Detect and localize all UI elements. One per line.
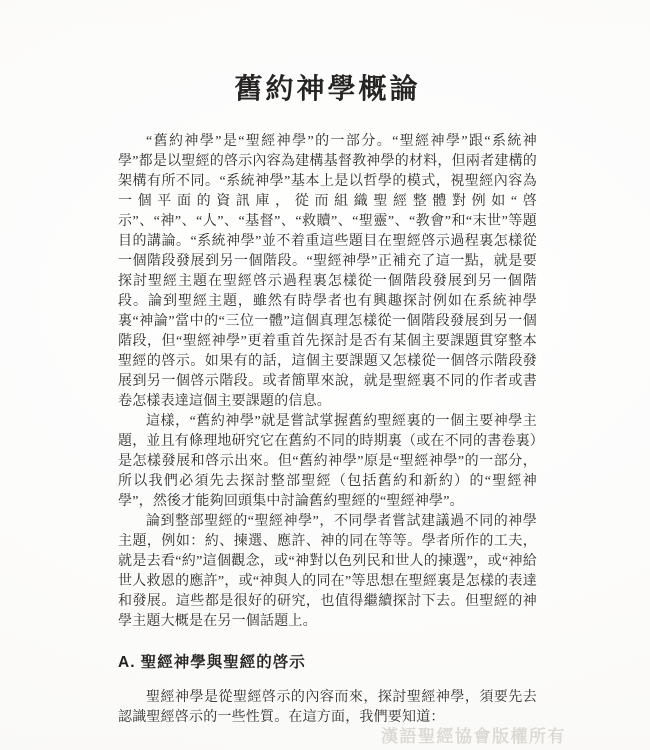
page-content	[118, 70, 537, 728]
page-title: 舊約神學概論	[234, 73, 421, 104]
copyright-watermark: 漢語聖經協會版權所有	[381, 727, 566, 746]
paragraph-1: “舊約神學”是“聖經神學”的一部分。“聖經神學”跟“系統神學”都是以聖經的啓示內容為建構基督教神學的材料，但兩者建構的架構有所不同。“系統神學”基本上是以哲學的模式，視聖經內容為一個平面的資訊庫，從而組織聖經整體對例如“啓示”、“神”、“人”、“基督”、“救贖”、“聖靈”、“教會”和“末世”等題目的講論。“系統神學”並不着重這些題目在聖經啓示過程裏怎樣從一個階段發展到另一個階段。“聖經神學”正補充了這一點，就是要探討聖經主題在聖經啓示過程裏怎樣從一個階段發展到另一個階段。論到聖經主題，雖然有時學者也有興趣探討例如在系統神學裏“神論”當中的“三位一體”這個真理怎樣從一個階段發展到另一個階段，但“聖經神學”更着重首先探討是否有某個主要課題貫穿整本聖經的啓示。如果有的話，這個主要課題又怎樣從一個啓示階段發展到另一個啓示階段。或者簡單來說，就是聖經裏不同的作者或書卷怎樣表達這個主要課題的信息。	[118, 134, 537, 409]
paragraph-3: 論到整部聖經的“聖經神學”，不同學者嘗試建議過不同的神學主題，例如：約、揀選、應許、神的同在等等。學者所作的工夫，就是去看“約”這個觀念，或“神對以色列民和世人的揀選”，或“神給世人救恩的應許”，或“神與人的同在”等思想在聖經裏是怎樣的表達和發展。這些都是很好的研究，也值得繼續探討下去。但聖經的神學主題大概是在另一個話題上。	[118, 514, 537, 629]
section-heading-a: A. 聖經神學與聖經的啓示	[118, 654, 306, 671]
section-paragraph: 聖經神學是從聖經啓示的內容而來，探討聖經神學，須要先去認識聖經啓示的一些性質。在這方面，我們要知道：	[118, 690, 537, 725]
paragraph-2: 這樣，“舊約神學”就是嘗試掌握舊約聖經裏的一個主要神學主題，並且有條理地研究它在舊約不同的時期裏（或在不同的書卷裏）是怎樣發展和啓示出來。但“舊約神學”原是“聖經神學”的一部分，所以我們必須先去探討整部聖經（包括舊約和新約）的“聖經神學”，然後才能夠回頭集中討論舊約聖經的“聖經神學”。	[118, 414, 537, 509]
